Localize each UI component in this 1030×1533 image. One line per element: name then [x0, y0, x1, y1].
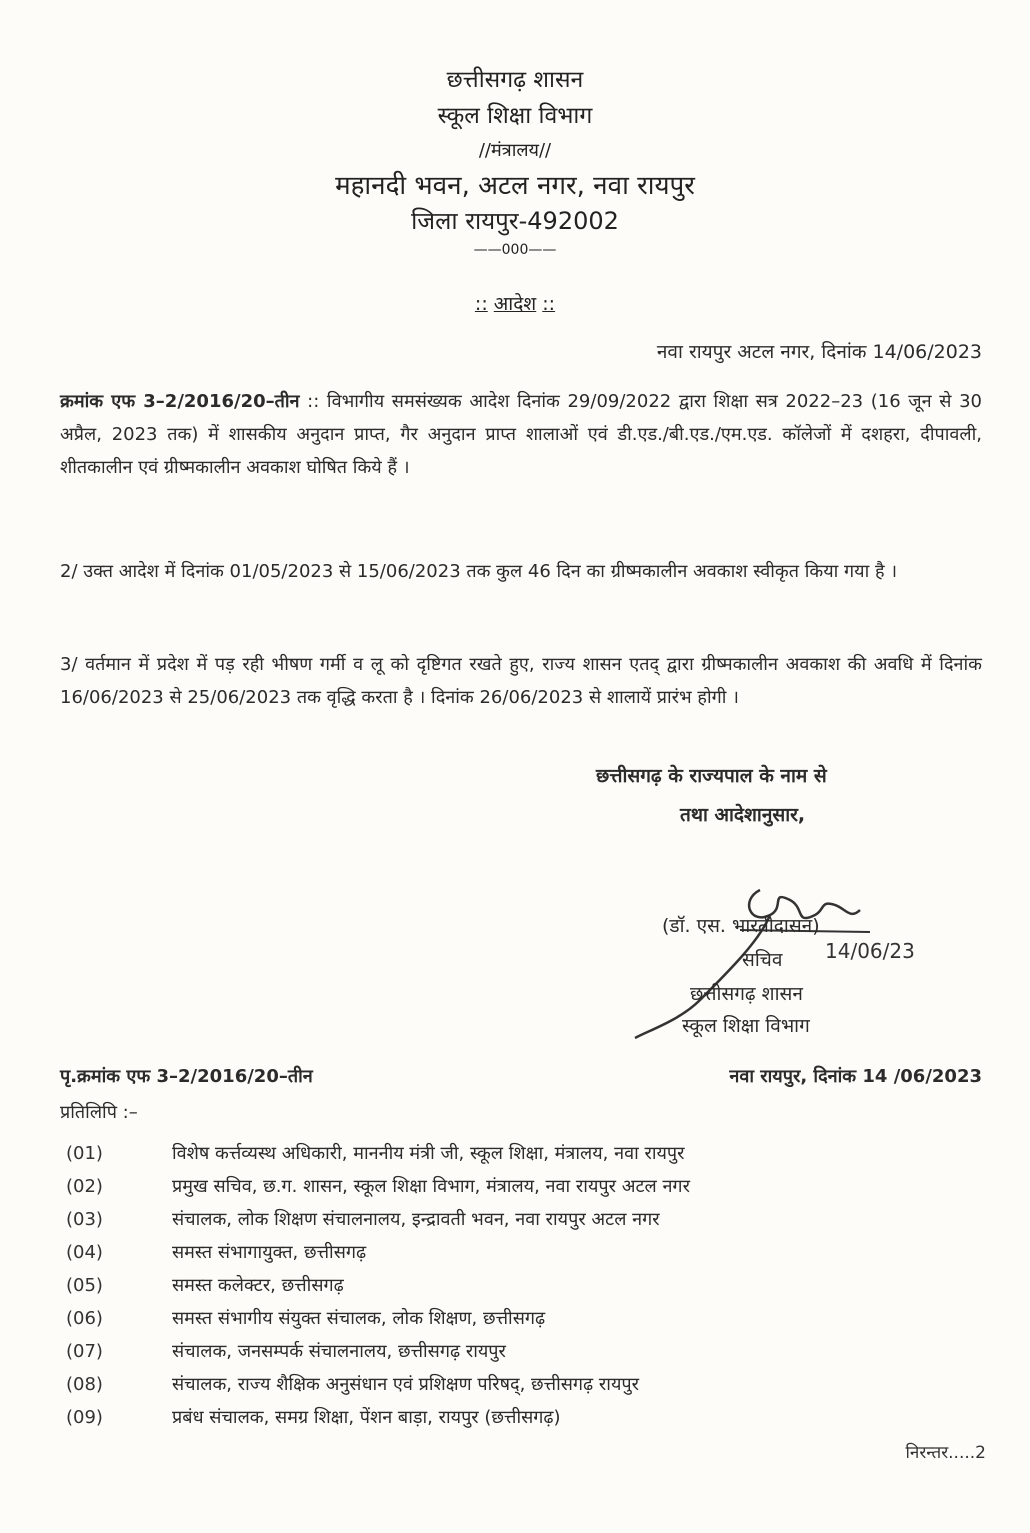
item-text: विशेष कर्त्तव्यस्थ अधिकारी, माननीय मंत्री जी, स्कूल शिक्षा, मंत्रालय, नवा रायपुर: [172, 1143, 685, 1164]
copy-label: प्रतिलिपि :–: [60, 1102, 138, 1123]
item-number: (03): [66, 1209, 103, 1230]
item-text: संचालक, जनसम्पर्क संचालनालय, छत्तीसगढ़ रायपुर: [172, 1341, 506, 1362]
list-item: [66, 1236, 986, 1269]
item-number: (09): [66, 1407, 103, 1428]
item-number: (08): [66, 1374, 103, 1395]
order-title-suffix: ::: [542, 293, 556, 315]
signoff-line-2: तथा आदेशानुसार,: [680, 804, 806, 826]
item-text: समस्त कलेक्टर, छत्तीसगढ़: [172, 1275, 344, 1296]
list-item: [66, 1170, 986, 1203]
signatory-name: (डॉ. एस. भारतीदासन): [662, 915, 820, 937]
list-item: [66, 1335, 986, 1368]
government-name: छत्तीसगढ़ शासन: [446, 67, 584, 93]
list-item: [66, 1401, 986, 1434]
item-number: (01): [66, 1143, 103, 1164]
item-text: प्रमुख सचिव, छ.ग. शासन, स्कूल शिक्षा विभाग, मंत्रालय, नवा रायपुर अटल नगर: [172, 1176, 690, 1197]
endorsement-date: नवा रायपुर, दिनांक 14 /06/2023: [729, 1066, 982, 1087]
item-text: समस्त संभागीय संयुक्त संचालक, लोक शिक्षण, छत्तीसगढ़: [172, 1308, 546, 1329]
signatory-org-1: छत्तीसगढ़ शासन: [690, 983, 803, 1005]
paragraph-1-text: :: विभागीय समसंख्यक आदेश दिनांक 29/09/2022 द्वारा शिक्षा सत्र 2022–23 (16 जून से 30 अप्रैल, 2023 तक) में शासकीय अनुदान प्राप्त, गैर अनुदान प्राप्त शालाओं एवं डी.एड./बी.एड./एम.एड. कॉलेजों में दशहरा, दीपावली, शीतकालीन एवं ग्रीष्मकालीन अवकाश घोषित किये हैं ।: [60, 391, 982, 478]
order-reference: क्रमांक एफ 3–2/2016/20–तीन: [60, 391, 300, 412]
recipient-list: [66, 1137, 986, 1434]
separator: ——000——: [473, 242, 557, 258]
item-number: (04): [66, 1242, 103, 1263]
continued-marker: निरन्तर.....2: [905, 1443, 986, 1463]
list-item: [66, 1368, 986, 1401]
ministry-label: //मंत्रालय//: [478, 140, 552, 161]
paragraph-2: 2/ उक्त आदेश में दिनांक 01/05/2023 से 15/06/2023 तक कुल 46 दिन का ग्रीष्मकालीन अवकाश स्वीकृत किया गया है ।: [60, 561, 898, 582]
signatory-designation: सचिव: [742, 949, 783, 971]
item-number: (02): [66, 1176, 103, 1197]
paragraph-1: [60, 385, 982, 484]
handwritten-date: 14/06/23: [825, 939, 915, 963]
item-text: संचालक, राज्य शैक्षिक अनुसंधान एवं प्रशिक्षण परिषद्, छत्तीसगढ़ रायपुर: [172, 1374, 639, 1395]
item-text: संचालक, लोक शिक्षण संचालनालय, इन्द्रावती भवन, नवा रायपुर अटल नगर: [172, 1209, 660, 1230]
address-line: महानदी भवन, अटल नगर, नवा रायपुर: [335, 171, 695, 201]
list-item: [66, 1302, 986, 1335]
item-text: समस्त संभागायुक्त, छत्तीसगढ़: [172, 1242, 367, 1263]
item-number: (05): [66, 1275, 103, 1296]
department-name: स्कूल शिक्षा विभाग: [437, 103, 593, 129]
list-item: [66, 1269, 986, 1302]
signatory-org-2: स्कूल शिक्षा विभाग: [682, 1015, 810, 1037]
district-line: जिला रायपुर-492002: [411, 207, 619, 235]
order-title: [0, 290, 1030, 316]
order-title-prefix: ::: [474, 293, 488, 315]
order-title-text: आदेश: [493, 293, 537, 315]
item-number: (07): [66, 1341, 103, 1362]
signoff-line-1: छत्तीसगढ़ के राज्यपाल के नाम से: [596, 765, 827, 787]
order-dateline: नवा रायपुर अटल नगर, दिनांक 14/06/2023: [656, 341, 982, 363]
endorsement-reference: पृ.क्रमांक एफ 3–2/2016/20–तीन: [60, 1066, 313, 1087]
item-text: प्रबंध संचालक, समग्र शिक्षा, पेंशन बाड़ा, रायपुर (छत्तीसगढ़): [172, 1407, 561, 1428]
list-item: [66, 1203, 986, 1236]
paragraph-3: 3/ वर्तमान में प्रदेश में पड़ रही भीषण गर्मी व लू को दृष्टिगत रखते हुए, राज्य शासन एतद् द्वारा ग्रीष्मकालीन अवकाश की अवधि में दिनांक 16/06/2023 से 25/06/2023 तक वृद्धि करता है । दिनांक 26/06/2023 से शालायें प्रारंभ होगी ।: [60, 654, 982, 708]
list-item: [66, 1137, 986, 1170]
item-number: (06): [66, 1308, 103, 1329]
